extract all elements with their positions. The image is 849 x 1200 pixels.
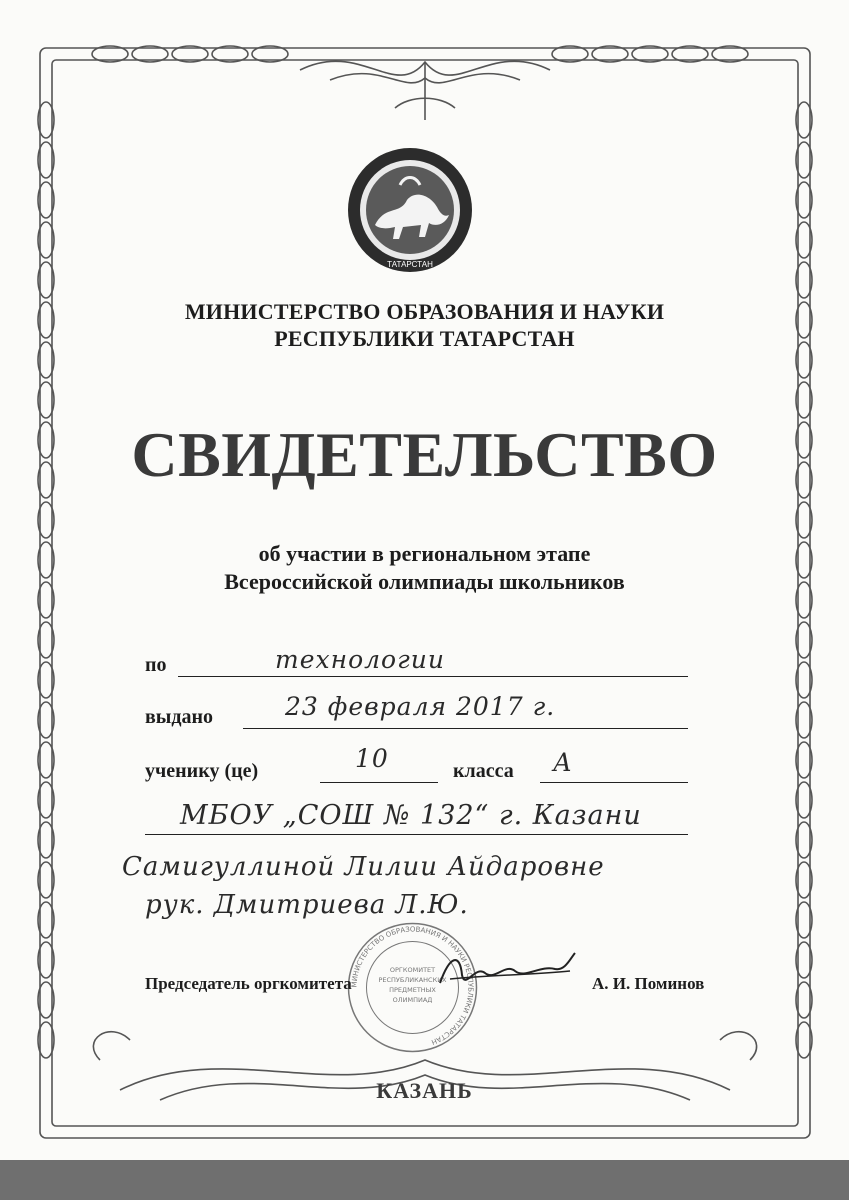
teacher-name: рук. Дмитриева Л.Ю.: [145, 890, 469, 920]
grade-underline: [320, 782, 438, 783]
class-underline: [540, 782, 688, 783]
certificate-title: СВИДЕТЕЛЬСТВО: [131, 419, 718, 490]
city-name: КАЗАНЬ: [376, 1078, 473, 1103]
student-label: ученику (це): [145, 760, 259, 782]
scan-bottom-bar: [0, 1160, 849, 1200]
stamp-outer-text: МИНИСТЕРСТВО ОБРАЗОВАНИЯ И НАУКИ РЕСПУБЛИКИ ТАТАРСТАН: [350, 925, 475, 1047]
chair-signature: [430, 945, 580, 995]
grade-value: 10: [355, 744, 389, 773]
tatarstan-emblem: [345, 145, 475, 275]
subject-value: технологии: [275, 645, 445, 674]
subject-label: по: [145, 654, 167, 676]
class-value: А: [553, 748, 573, 777]
issued-underline: [243, 728, 688, 729]
stamp-line-4: ОЛИМПИАД: [392, 996, 433, 1004]
class-label: класса: [453, 760, 514, 782]
issued-label: выдано: [145, 706, 214, 728]
ministry-line-1: МИНИСТЕРСТВО ОБРАЗОВАНИЯ И НАУКИ: [184, 299, 665, 324]
certificate-subtitle: [0, 540, 849, 596]
issued-value: 23 февраля 2017 г.: [285, 692, 556, 721]
emblem-caption: ТАТАРСТАН: [387, 260, 433, 269]
student-name: Самигуллиной Лилии Айдаровне: [122, 852, 605, 882]
school-underline: [145, 834, 688, 835]
subtitle-line-2: Всероссийской олимпиады школьников: [224, 569, 625, 594]
stamp-line-2: РЕСПУБЛИКАНСКИХ: [378, 976, 447, 984]
school-value: МБОУ „СОШ № 132“ г. Казани: [180, 800, 642, 831]
subject-underline: [178, 676, 688, 677]
stamp-line-1: ОРГКОМИТЕТ: [389, 966, 436, 974]
subtitle-line-1: об участии в региональном этапе: [258, 541, 591, 566]
chair-label: Председатель оргкомитета: [145, 974, 352, 993]
ministry-header: [0, 298, 849, 352]
chair-name: А. И. Поминов: [592, 974, 705, 993]
ministry-line-2: РЕСПУБЛИКИ ТАТАРСТАН: [274, 326, 575, 351]
stamp-line-3: ПРЕДМЕТНЫХ: [389, 986, 436, 994]
